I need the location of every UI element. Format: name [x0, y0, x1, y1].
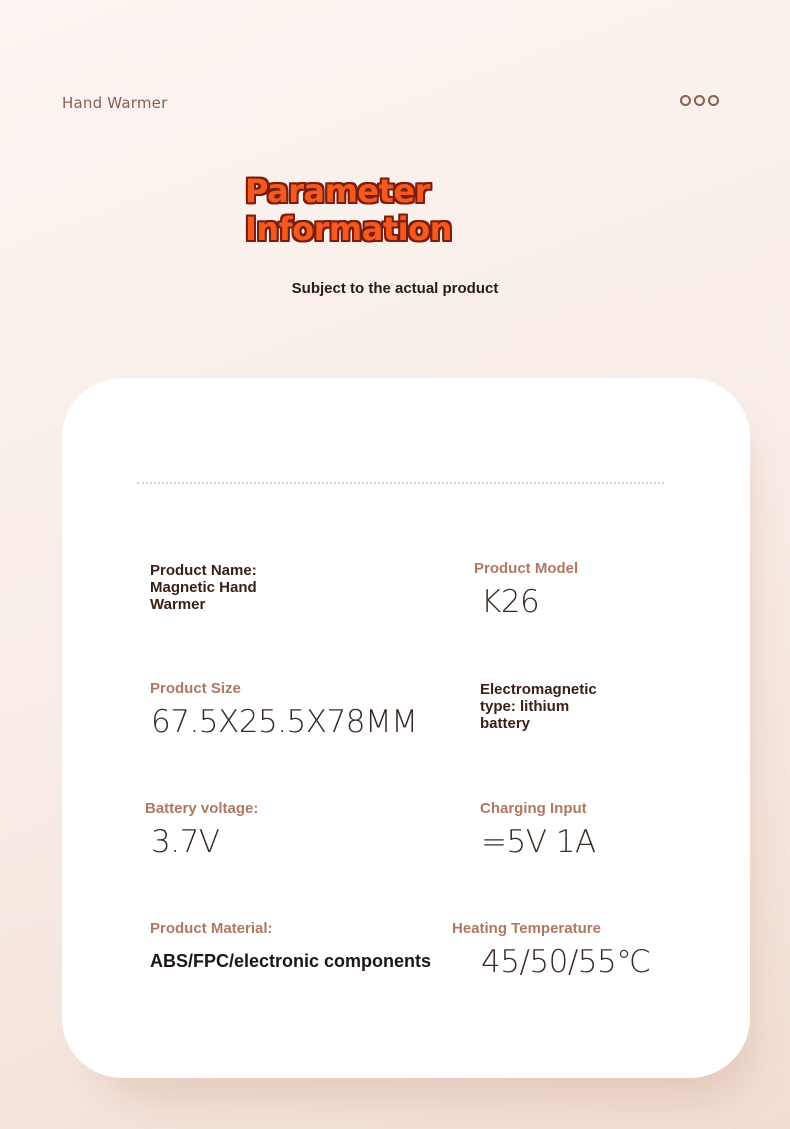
battery-type-line1: Electromagnetic — [480, 681, 597, 698]
product-material-value: ABS/FPC/electronic components — [150, 951, 432, 971]
product-size-value: 67.5X25.5X78MM — [151, 704, 418, 740]
heating-temperature-value: 45/50/55℃ — [481, 944, 651, 980]
product-name-label: Product Name: — [150, 562, 257, 579]
battery-voltage-value: 3.7V — [151, 824, 220, 860]
title-line-2: Information — [245, 210, 452, 248]
battery-type-block — [480, 681, 597, 732]
product-material-label: Product Material: — [150, 920, 273, 937]
heating-temperature-label: Heating Temperature — [452, 920, 601, 937]
product-size-label: Product Size — [150, 680, 241, 697]
battery-type-line3: battery — [480, 715, 531, 732]
product-name-block — [150, 562, 257, 613]
brand-label: Hand Warmer — [62, 94, 168, 112]
battery-type-line2: type: lithium — [480, 698, 570, 715]
product-name-value-line1: Magnetic Hand — [150, 579, 257, 596]
circle-icon — [694, 95, 705, 106]
charging-input-label: Charging Input — [480, 800, 587, 817]
circle-icon — [708, 95, 719, 106]
subtitle: Subject to the actual product — [291, 280, 499, 297]
product-model-label: Product Model — [474, 560, 579, 577]
product-model-value: K26 — [481, 584, 540, 620]
product-name-value-line2: Warmer — [150, 596, 206, 613]
title-line-1: Parameter — [245, 172, 430, 210]
battery-voltage-label: Battery voltage: — [145, 800, 259, 817]
circle-icon — [680, 95, 691, 106]
dotted-divider — [137, 482, 664, 484]
three-circles-icon — [680, 95, 719, 106]
page-title — [245, 172, 452, 248]
charging-input-value: =5V 1A — [481, 824, 596, 860]
